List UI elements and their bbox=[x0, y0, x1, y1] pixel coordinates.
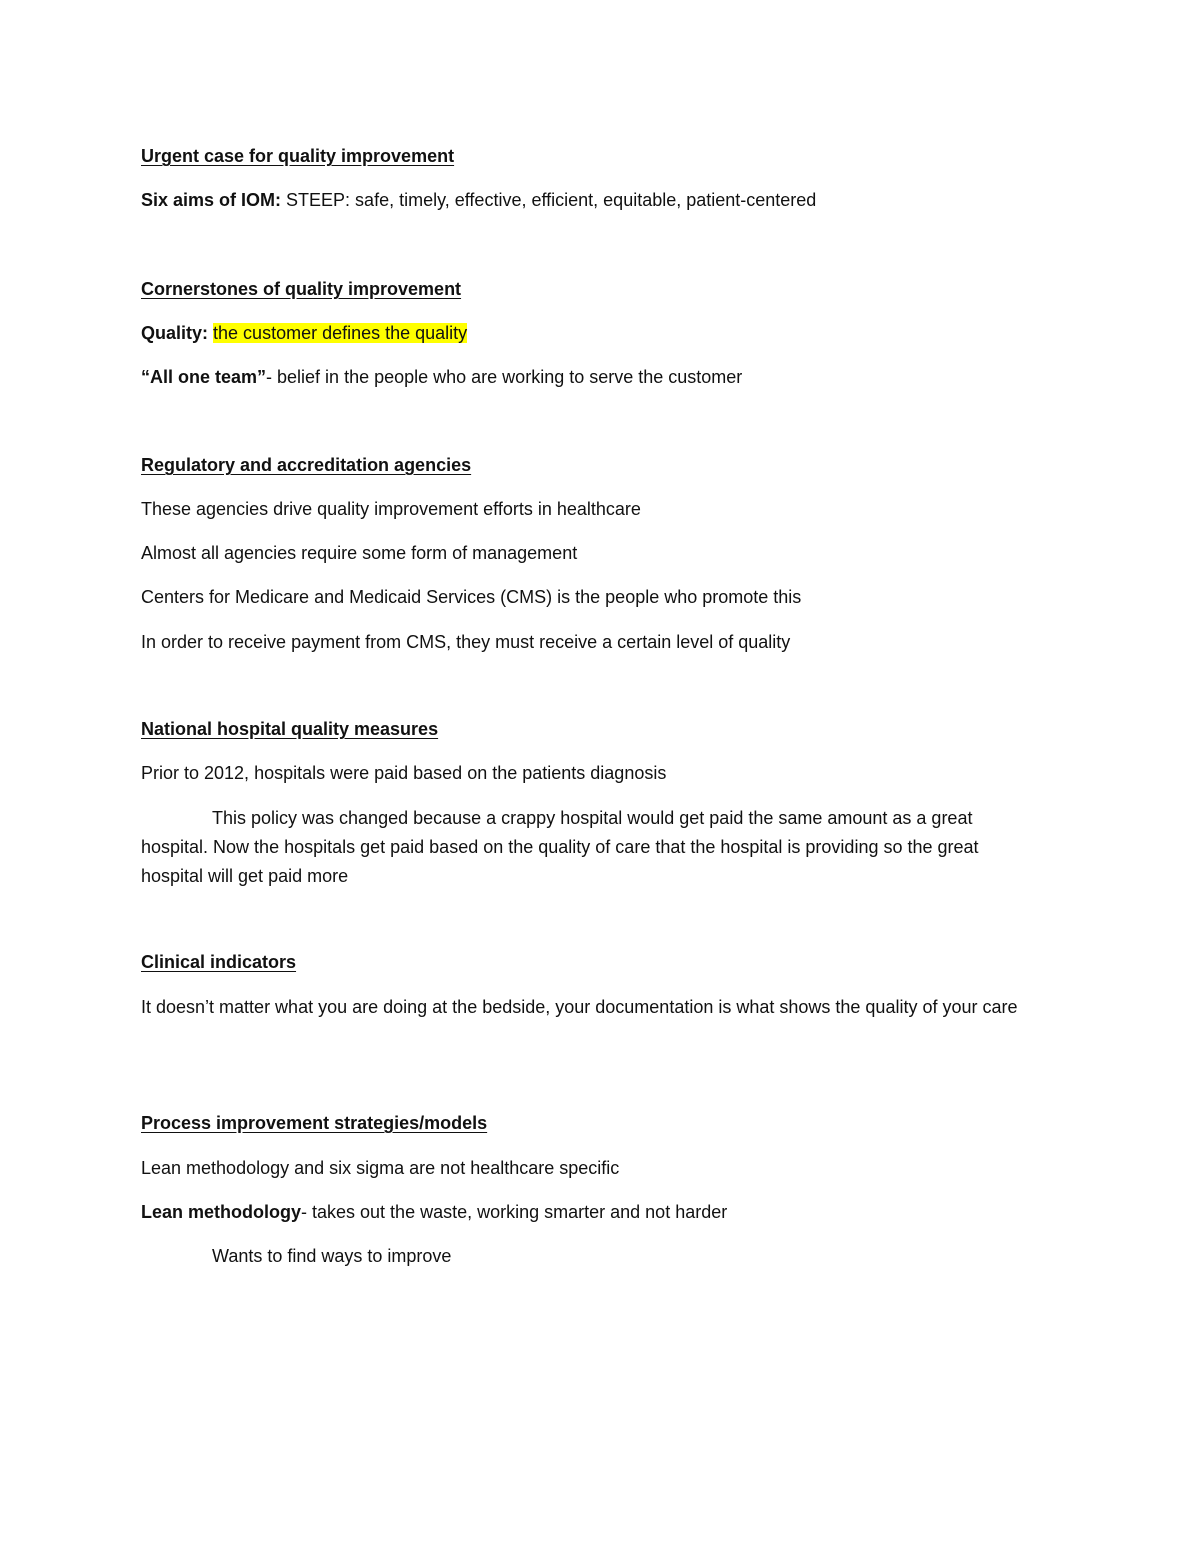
text-all-one-team: - belief in the people who are working to serve the customer bbox=[266, 367, 743, 387]
paragraph-documentation: It doesn’t matter what you are doing at the bedside, your documentation is what shows the quality of your care bbox=[141, 997, 1018, 1017]
line-cms-promote: Centers for Medicare and Medicaid Services (CMS) is the people who promote this bbox=[141, 587, 802, 607]
heading-cornerstones: Cornerstones of quality improvement bbox=[141, 279, 462, 299]
heading-regulatory: Regulatory and accreditation agencies bbox=[141, 455, 472, 475]
line-wants-to-improve: Wants to find ways to improve bbox=[212, 1246, 452, 1266]
line-six-aims bbox=[141, 186, 816, 215]
line-cms-payment: In order to receive payment from CMS, they must receive a certain level of quality bbox=[141, 632, 791, 652]
heading-clinical-indicators: Clinical indicators bbox=[141, 952, 297, 972]
label-lean-methodology: Lean methodology bbox=[141, 1202, 302, 1222]
paragraph-policy-changed: This policy was changed because a crappy hospital would get paid the same amount as a great hospital. Now the hospitals get paid based on the quality of care that the hospital is providing so the great hospital will get paid more bbox=[141, 808, 979, 886]
line-prior-2012: Prior to 2012, hospitals were paid based on the patients diagnosis bbox=[141, 763, 667, 783]
heading-urgent-case: Urgent case for quality improvement bbox=[141, 146, 455, 166]
line-agencies-drive: These agencies drive quality improvement efforts in healthcare bbox=[141, 499, 641, 519]
line-all-one-team bbox=[141, 363, 742, 392]
text-lean-methodology: - takes out the waste, working smarter and not harder bbox=[301, 1202, 728, 1222]
heading-national-measures: National hospital quality measures bbox=[141, 719, 439, 739]
line-agencies-require: Almost all agencies require some form of management bbox=[141, 543, 578, 563]
heading-process-improvement: Process improvement strategies/models bbox=[141, 1113, 488, 1133]
label-six-aims: Six aims of IOM: bbox=[141, 190, 282, 210]
highlight-customer-defines: the customer defines the quality bbox=[213, 323, 468, 343]
line-quality bbox=[141, 319, 467, 348]
line-lean-methodology bbox=[141, 1198, 727, 1227]
label-all-one-team: “All one team” bbox=[141, 367, 267, 387]
label-quality: Quality: bbox=[141, 323, 209, 343]
text-six-aims: STEEP: safe, timely, effective, efficient, equitable, patient-centered bbox=[281, 190, 817, 210]
line-lean-six-sigma: Lean methodology and six sigma are not healthcare specific bbox=[141, 1158, 620, 1178]
